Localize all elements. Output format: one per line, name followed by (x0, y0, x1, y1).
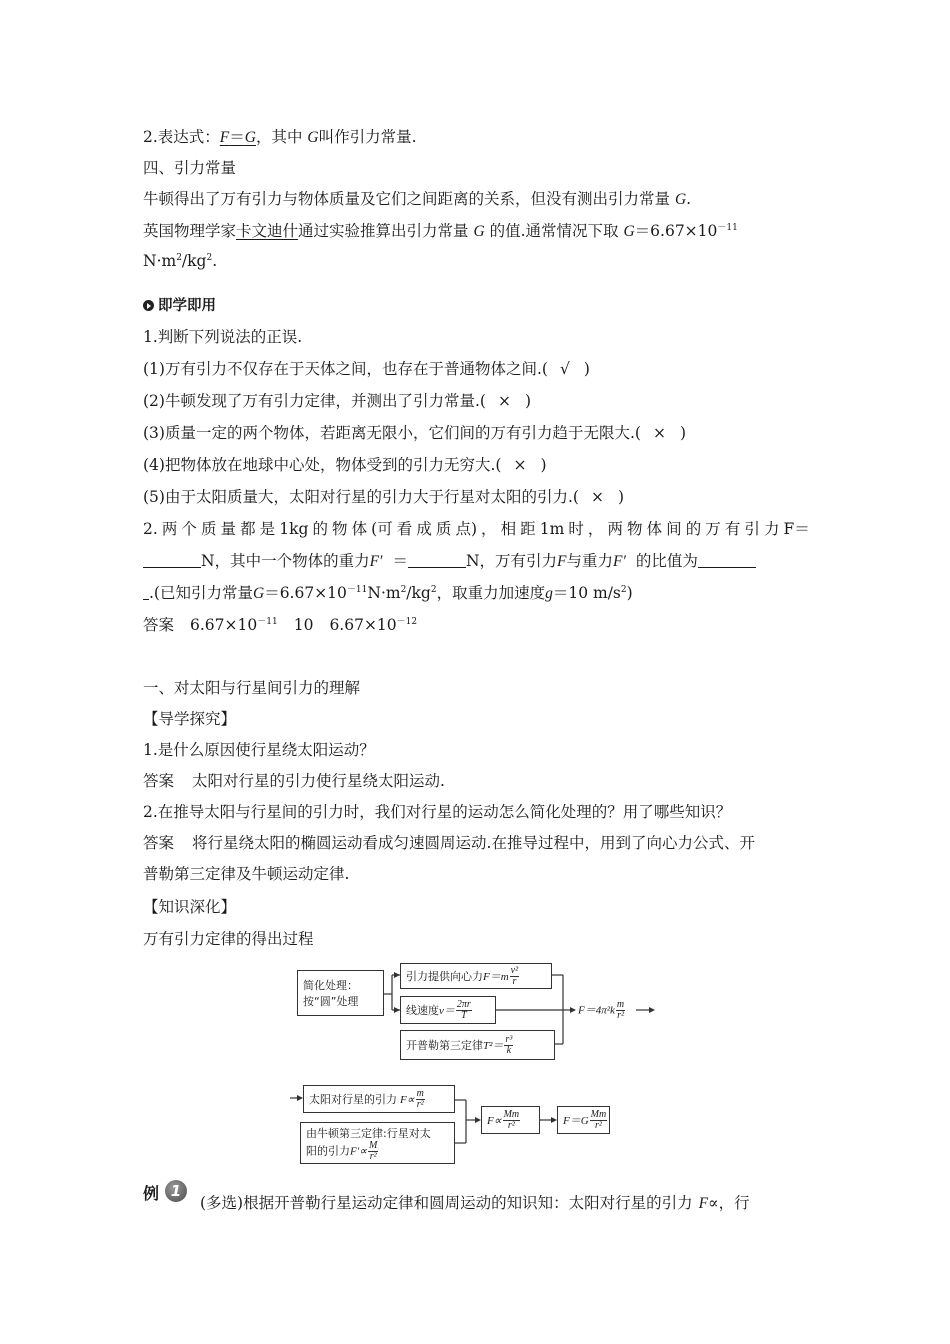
zhishi-heading: 【知识深化】 (143, 898, 237, 916)
unit-line: $N\cdot m^2/kg^2$. (143, 252, 218, 270)
judge-item: (4)把物体放在地球中心处，物体受到的引力无穷大.( × ) (143, 456, 547, 474)
q2-line1: 2. 两 个 质 量 都 是 1kg 的 物 体 (可 看 成 质 点) ， 相 距 1m 时 ， 两 物 体 间 的 万 有 引 力 F＝ (143, 520, 810, 538)
question: 1.是什么原因使行星绕太阳运动？ (143, 741, 375, 759)
judge-item: (5)由于太阳质量大，太阳对行星的引力大于行星对太阳的引力.( × ) (143, 488, 624, 506)
judge-item: (2)牛顿发现了万有引力定律，并测出了引力常量.( × ) (143, 392, 531, 410)
judge-item: (1)万有引力不仅存在于天体之间，也存在于普通物体之间.( √ ) (143, 360, 590, 378)
proportional-box: F∝ $\frac{Mm}{\text{r²}}$ (481, 1106, 540, 1134)
answer-cont: 普勒第三定律及牛顿运动定律. (143, 865, 350, 883)
answer: 答案 将行星绕太阳的椭圆运动看成匀速圆周运动.在推导过程中，用到了向心力公式、开 (143, 834, 755, 852)
kepler-box: 开普勒第三定律 T²＝ $\frac{\text{r³}}{k}$ (400, 1030, 555, 1060)
flow-title: 万有引力定律的得出过程 (143, 930, 314, 948)
jixue-heading: 即学即用 (143, 294, 216, 317)
simplify-box: 简化处理： 按“圆”处理 (297, 970, 384, 1016)
newton-line: 牛顿得出了万有引力与物体质量及它们之间距离的关系，但没有测出引力常量 G. (143, 190, 692, 208)
q2-answer: 答案 $6.67\times 10^{-11}$ 10 $6.67\times 10^{-12}$ (143, 616, 418, 634)
dao-heading: 【导学探究】 (143, 710, 237, 728)
question: 2.在推导太阳与行星间的引力时，我们对行星的运动怎么简化处理的？用了哪些知识？ (143, 803, 732, 821)
q2-line2: N，其中一个物体的重力F′ ＝ N，万有引力F与重力F′ 的比值为 (143, 550, 756, 573)
section-title: 一、对太阳与行星间引力的理解 (143, 679, 361, 697)
expression-line: 2.表达式：F＝G，其中 G叫作引力常量. (143, 128, 417, 146)
velocity-box: 线速度 v＝ $\frac{2\pi r}{T}$ (400, 996, 496, 1024)
example-text: (多选)根据开普勒行星运动定律和圆周运动的知识知：太阳对行星的引力 F∝，行 (200, 1194, 750, 1212)
sun-force-box: 太阳对行星的引力 F∝ $\frac{m}{\text{r²}}$ (303, 1085, 455, 1113)
section-heading-4: 四、引力常量 (143, 159, 237, 177)
flow-result-1: F＝4π²k $\frac{m}{\text{r²}}$ (578, 999, 625, 1021)
text: 2.表达式： (143, 128, 220, 146)
gravitation-law-box: F＝G $\frac{Mm}{\text{r²}}$ (557, 1106, 610, 1134)
q1-title: 1.判断下列说法的正误. (143, 328, 303, 346)
example-number-badge: 1 (165, 1180, 187, 1202)
newton-third-box: 由牛顿第三定律:行星对太 阳的引力F′∝ $\frac{M}{\text{r²}}$ (300, 1122, 455, 1164)
cavendish-name: 卡文迪什 (236, 222, 299, 240)
q2-line3: .(已知引力常量$G=6.67\times 10^{-11}N\cdot m^2/kg^2$，取重力加速度g＝10 $m/s^2$) (143, 582, 633, 605)
formula-underlined: F＝G (219, 128, 256, 146)
centripetal-box: 引力提供向心力 F＝m $\frac{\text{v²}}{r}$ (400, 963, 552, 989)
example-label: 例 (143, 1184, 160, 1203)
cavendish-line: 英国物理学家卡文迪什通过实验推算出引力常量 G 的值.通常情况下取 $G=6.67\times 10^{-11}$ (143, 222, 738, 240)
answer: 答案 太阳对行星的引力使行星绕太阳运动. (143, 772, 445, 790)
judge-item: (3)质量一定的两个物体，若距离无限小，它们间的万有引力趋于无限大.( × ) (143, 424, 686, 442)
